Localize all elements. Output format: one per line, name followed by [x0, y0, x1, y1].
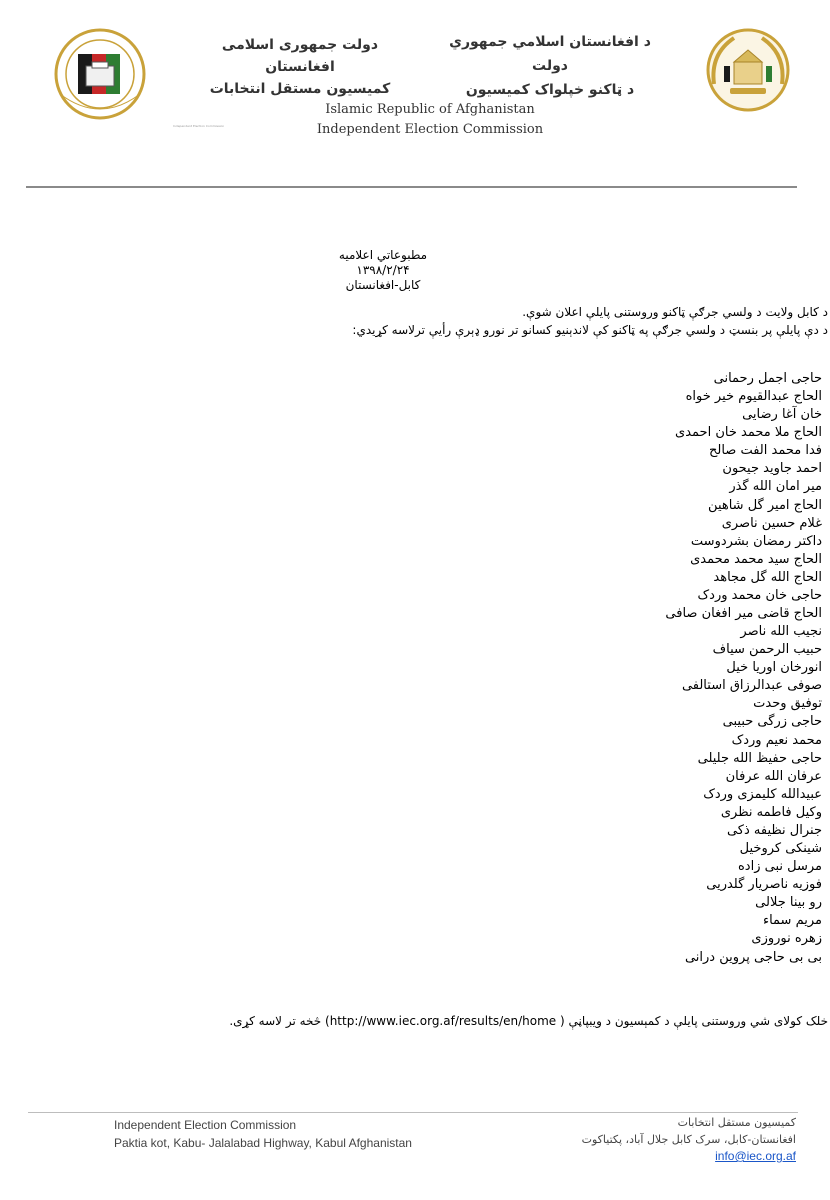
list-item: غلام حسین ناصری: [721, 515, 822, 531]
footer-email-link[interactable]: info@iec.org.af: [715, 1149, 796, 1163]
list-item: داکتر رمضان بشردوست: [690, 533, 822, 549]
afghanistan-emblem: [700, 24, 796, 114]
list-item: عرفان الله عرفان: [725, 768, 822, 784]
commission-name-dari: کمیسیون مستقل انتخابات: [209, 81, 391, 97]
footer-address-en: Paktia kot, Kabu- Jalalabad Highway, Kabul Afghanistan: [114, 1136, 412, 1150]
press-release-date: ۱۳۹۸/۲/۲۴: [356, 263, 410, 277]
list-item: رو بینا جلالی: [755, 895, 822, 911]
header-divider: [26, 186, 797, 188]
footer-org-fa: کمیسیون مستقل انتخابات: [677, 1116, 796, 1129]
republic-name-en: Islamic Republic of Afghanistan: [325, 102, 535, 117]
list-item: انورخان اوریا خیل: [726, 660, 822, 676]
list-item: توفیق وحدت: [753, 696, 822, 712]
footer-address-fa: افغانستان-کابل، سرک کابل جلال آباد، پکتیاکوت: [581, 1133, 796, 1146]
gov-name-dari: دولت جمهوری اسلامی افغانستان: [221, 37, 379, 75]
list-item: حبیب الرحمن سیاف: [712, 642, 822, 658]
list-item: وکیل فاطمه نظری: [720, 804, 822, 820]
gov-name-pashto: د افغانستان اسلامي جمهوري دولت: [449, 34, 651, 74]
list-item: حاجی خان محمد وردک: [697, 587, 822, 603]
footer-english: [114, 1116, 412, 1152]
list-item: میر امان الله گذر: [729, 479, 822, 495]
intro-line-1: د کابل ولایت د ولسي جرګې ټاکنو وروستنی پایلې اعلان شوې.: [522, 305, 828, 319]
list-item: شینکی کروخیل: [739, 841, 822, 857]
list-item: حاجی زرگی حبیبی: [722, 714, 822, 730]
logo-caption: Independent Election Commission: [173, 124, 225, 128]
commission-name-pashto: د ټاکنو خپلواک کمیسیون: [465, 82, 635, 98]
list-item: جنرال نظیفه ذکی: [726, 822, 822, 838]
list-item: مریم سماء: [762, 913, 822, 929]
list-item: نجیب الله ناصر: [740, 624, 822, 640]
list-item: الحاج ملا محمد خان احمدی: [675, 425, 822, 441]
list-item: عبیدالله کلیمزی وردک: [703, 786, 822, 802]
list-item: الحاج سید محمد محمدی: [690, 551, 822, 567]
footer-persian: [560, 1114, 796, 1165]
list-item: فدا محمد الفت صالح: [708, 443, 822, 459]
header-dari-block: [200, 34, 400, 100]
list-item: الحاج الله گل مجاهد: [713, 569, 822, 585]
press-release-heading: [300, 248, 466, 293]
list-item: حاجی حفیظ الله جلیلی: [697, 750, 822, 766]
press-release-title: مطبوعاتي اعلامیه: [338, 248, 428, 262]
header-english-block: [300, 100, 560, 140]
list-item: الحاج امیر گل شاهین: [708, 497, 822, 513]
press-release-place: کابل-افغانستان: [345, 278, 421, 292]
list-item: بی بی حاجی پروین درانی: [684, 949, 822, 965]
footer-org-en: Independent Election Commission: [114, 1118, 297, 1132]
winners-list: [420, 370, 822, 967]
list-item: حاجی اجمل رحمانی: [713, 371, 822, 386]
footer-divider: [28, 1112, 798, 1113]
list-item: الحاج قاضی میر افغان صافی: [665, 606, 822, 622]
header-pashto-block: [440, 30, 660, 102]
list-item: خان آغا رضایی: [742, 407, 822, 423]
list-item: مرسل نبی زاده: [737, 859, 822, 875]
list-item: احمد جاوید جیحون: [722, 461, 822, 477]
list-item: زهره نوروزی: [751, 931, 822, 947]
list-item: محمد نعیم وردک: [731, 732, 822, 748]
intro-line-2: د دې پایلې پر بنسټ د ولسي جرګې په ټاکنو کې لاندېنیو کسانو تر نورو ډېرې رأیې ترلاسه کړیدي:: [352, 323, 828, 337]
commission-name-en: Independent Election Commission: [316, 122, 544, 137]
list-item: فوزیه ناصریار گلدریی: [706, 877, 822, 893]
closing-note: خلک کولای شي وروستنی پایلې د کمېسیون د ویبپاڼې ( http://www.iec.org.af/results/en/home) څخه تر لاسه کړی.: [229, 1014, 828, 1028]
list-item: الحاج عبدالقیوم خیر خواه: [685, 389, 822, 405]
list-item: صوفی عبدالرزاق استالفی: [681, 678, 822, 694]
iec-logo: [42, 24, 158, 124]
